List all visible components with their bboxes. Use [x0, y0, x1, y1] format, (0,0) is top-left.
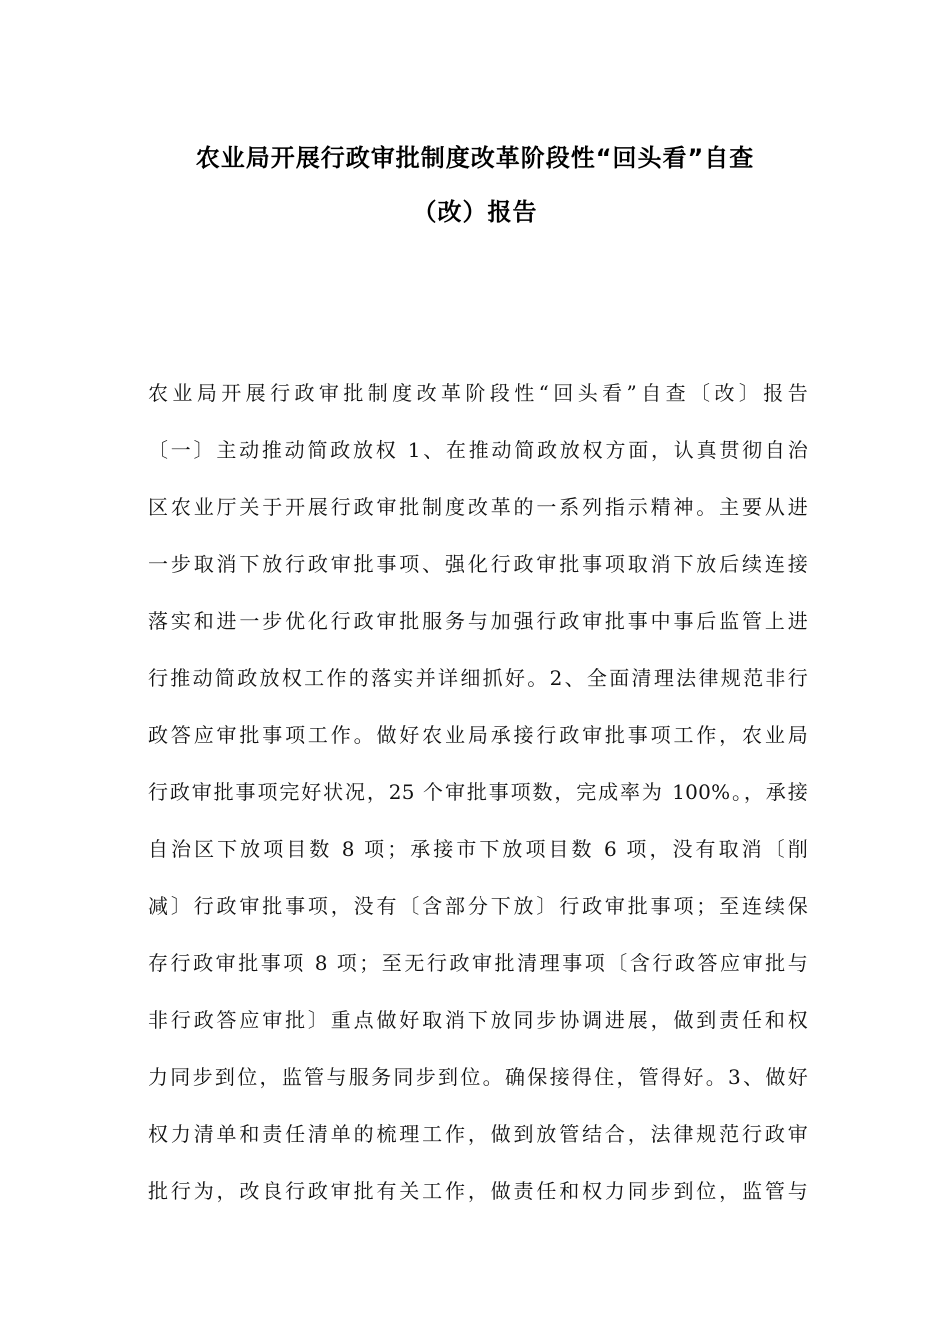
body-line: 〔一〕主动推动简政放权 1、在推动简政放权方面，认真贯彻自治	[148, 438, 808, 462]
body-line: 存行政审批事项 8 项；至无行政审批清理事项〔含行政答应审批与	[148, 951, 808, 975]
body-line: 一步取消下放行政审批事项、强化行政审批事项取消下放后续连接	[148, 552, 808, 576]
body-line: 行政审批事项完好状况，25 个审批事项数，完成率为 100%。，承接	[148, 780, 808, 804]
body-line: 落实和进一步优化行政审批服务与加强行政审批事中事后监管上进	[148, 609, 808, 633]
body-line: 批行为，改良行政审批有关工作，做责任和权力同步到位，监管与	[148, 1179, 808, 1203]
body-line: 农业局开展行政审批制度改革阶段性“回头看”自查〔改〕报告	[148, 381, 808, 405]
body-line: 非行政答应审批〕重点做好取消下放同步协调进展，做到责任和权	[148, 1008, 808, 1032]
body-line: 自治区下放项目数 8 项；承接市下放项目数 6 项，没有取消〔削	[148, 837, 808, 861]
body-line: 行推动简政放权工作的落实并详细抓好。2、全面清理法律规范非行	[148, 666, 808, 690]
document-title-line-2: （改）报告	[412, 198, 538, 226]
document-title-line-1: 农业局开展行政审批制度改革阶段性“回头看”自查	[195, 144, 755, 172]
body-line: 力同步到位，监管与服务同步到位。确保接得住，管得好。3、做好	[148, 1065, 808, 1089]
body-line: 区农业厅关于开展行政审批制度改革的一系列指示精神。主要从进	[148, 495, 808, 519]
body-line: 权力清单和责任清单的梳理工作，做到放管结合，法律规范行政审	[148, 1122, 808, 1146]
body-line: 减〕行政审批事项，没有〔含部分下放〕行政审批事项；至连续保	[148, 894, 808, 918]
body-line: 政答应审批事项工作。做好农业局承接行政审批事项工作，农业局	[148, 723, 808, 747]
